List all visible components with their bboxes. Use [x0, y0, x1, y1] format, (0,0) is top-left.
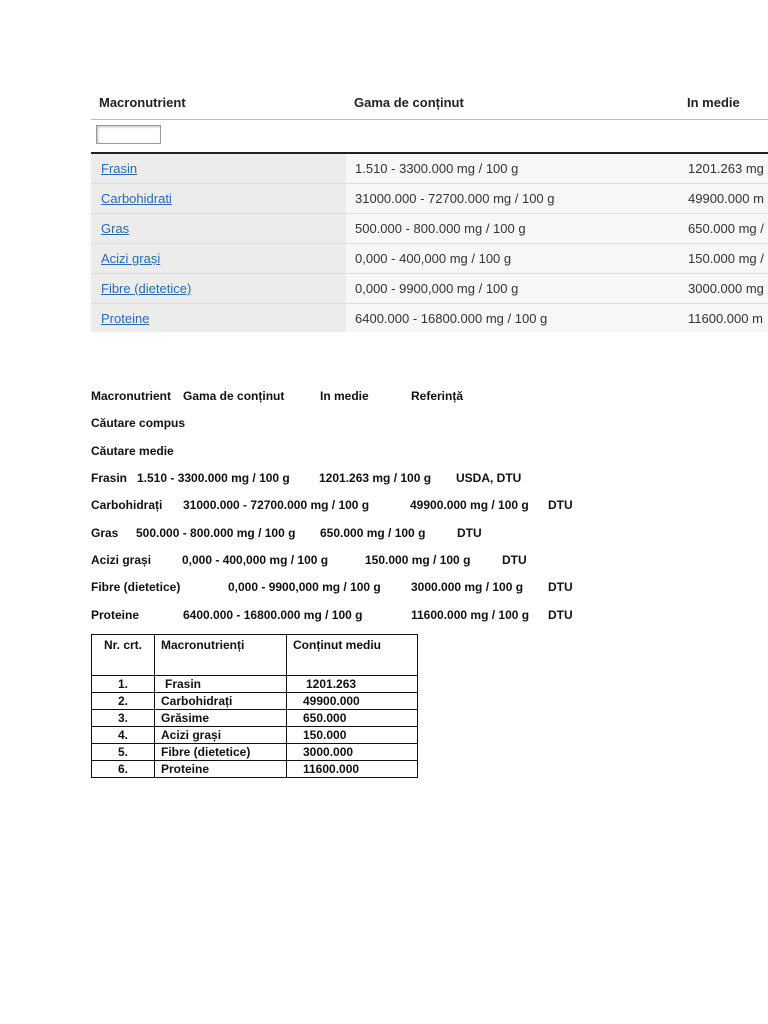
text-header-average: In medie: [320, 389, 369, 403]
text-header-macronutrient: Macronutrient: [91, 389, 172, 403]
range-cell: 500.000 - 800.000 mg / 100 g: [355, 221, 526, 236]
text-row-reference: DTU: [548, 608, 573, 622]
row-value: 650.000: [287, 710, 418, 727]
row-number: 2.: [92, 693, 155, 710]
row-value: 49900.000: [287, 693, 418, 710]
table-row: [91, 274, 768, 304]
text-row-range: 31000.000 - 72700.000 mg / 100 g: [183, 498, 370, 512]
table-row: [91, 214, 768, 244]
range-cell: 0,000 - 9900,000 mg / 100 g: [355, 281, 519, 296]
row-nutrient: Carbohidrați: [155, 693, 287, 710]
summary-row: [92, 676, 418, 693]
text-row-range: 0,000 - 400,000 mg / 100 g: [182, 553, 329, 567]
row-number: 3.: [92, 710, 155, 727]
row-nutrient: Frasin: [155, 676, 287, 693]
text-row-reference: USDA, DTU: [456, 471, 522, 485]
row-nutrient: Acizi grași: [155, 727, 287, 744]
row-value: 11600.000: [287, 761, 418, 778]
summary-table-header: [92, 635, 418, 676]
nutrient-link[interactable]: Gras: [101, 221, 130, 236]
row-value: 1201.263: [287, 676, 418, 693]
search-compound-label: Căutare compus: [91, 416, 186, 430]
text-row-reference: DTU: [548, 580, 573, 594]
text-row-reference: DTU: [548, 498, 573, 512]
summary-row: [92, 693, 418, 710]
nutrient-link[interactable]: Carbohidrati: [101, 191, 172, 206]
text-row-name: Carbohidrați: [91, 498, 163, 512]
row-number: 4.: [92, 727, 155, 744]
text-row-reference: DTU: [457, 526, 482, 540]
nutrient-link[interactable]: Proteine: [101, 311, 150, 326]
summary-row: [92, 761, 418, 778]
text-row-name: Gras: [91, 526, 119, 540]
summary-table: [91, 634, 418, 778]
range-cell: 31000.000 - 72700.000 mg / 100 g: [355, 191, 555, 206]
summary-row: [92, 727, 418, 744]
summary-row: [92, 744, 418, 761]
text-row-average: 1201.263 mg / 100 g: [319, 471, 432, 485]
row-nutrient: Fibre (dietetice): [155, 744, 287, 761]
text-row-name: Acizi grași: [91, 553, 152, 567]
average-cell: 1201.263 mg: [688, 161, 764, 176]
text-row-average: 49900.000 mg / 100 g: [410, 498, 529, 512]
row-value: 3000.000: [287, 744, 418, 761]
header-macronutrient: Macronutrient: [99, 95, 186, 110]
text-row-name: Fibre (dietetice): [91, 580, 181, 594]
text-row-name: Proteine: [91, 608, 140, 622]
header-average-content: Conținut mediu: [287, 635, 418, 676]
average-cell: 650.000 mg /: [688, 221, 764, 236]
table-row: [91, 184, 768, 214]
text-row-range: 0,000 - 9900,000 mg / 100 g: [228, 580, 381, 594]
table-row: [91, 244, 768, 274]
row-value: 150.000: [287, 727, 418, 744]
average-cell: 150.000 mg /: [688, 251, 764, 266]
nutrient-link[interactable]: Acizi grași: [101, 251, 161, 266]
row-number: 5.: [92, 744, 155, 761]
average-cell: 3000.000 mg: [688, 281, 764, 296]
row-number: 6.: [92, 761, 155, 778]
range-cell: 0,000 - 400,000 mg / 100 g: [355, 251, 512, 266]
header-macronutrients: Macronutrienți: [155, 635, 287, 676]
filter-input[interactable]: [96, 125, 161, 144]
row-nutrient: Grăsime: [155, 710, 287, 727]
text-row-average: 650.000 mg / 100 g: [320, 526, 426, 540]
text-row-average: 3000.000 mg / 100 g: [411, 580, 524, 594]
row-number: 1.: [92, 676, 155, 693]
text-row-average: 150.000 mg / 100 g: [365, 553, 471, 567]
nutrient-link[interactable]: Fibre (dietetice): [101, 281, 192, 296]
table-row: [91, 154, 768, 184]
header-average: In medie: [687, 95, 740, 110]
nutrient-link[interactable]: Frasin: [101, 161, 138, 176]
summary-row: [92, 710, 418, 727]
text-row-reference: DTU: [502, 553, 527, 567]
average-cell: 11600.000 m: [688, 311, 763, 326]
range-cell: 1.510 - 3300.000 mg / 100 g: [355, 161, 519, 176]
web-table-header: [91, 80, 768, 120]
filter-row: [91, 120, 768, 154]
range-cell: 6400.000 - 16800.000 mg / 100 g: [355, 311, 548, 326]
nutrient-web-table: [91, 80, 768, 332]
text-row-range: 500.000 - 800.000 mg / 100 g: [136, 526, 296, 540]
search-average-label: Căutare medie: [91, 444, 174, 458]
table-row: [91, 304, 768, 332]
text-row-average: 11600.000 mg / 100 g: [411, 608, 530, 622]
text-row-name: Frasin: [91, 471, 128, 485]
text-header-range: Gama de conținut: [183, 389, 285, 403]
text-row-range: 1.510 - 3300.000 mg / 100 g: [137, 471, 290, 485]
text-row-range: 6400.000 - 16800.000 mg / 100 g: [183, 608, 363, 622]
text-header-reference: Referință: [411, 389, 464, 403]
header-nr: Nr. crt.: [92, 635, 155, 676]
header-content-range: Gama de conținut: [354, 95, 464, 110]
row-nutrient: Proteine: [155, 761, 287, 778]
average-cell: 49900.000 m: [688, 191, 764, 206]
